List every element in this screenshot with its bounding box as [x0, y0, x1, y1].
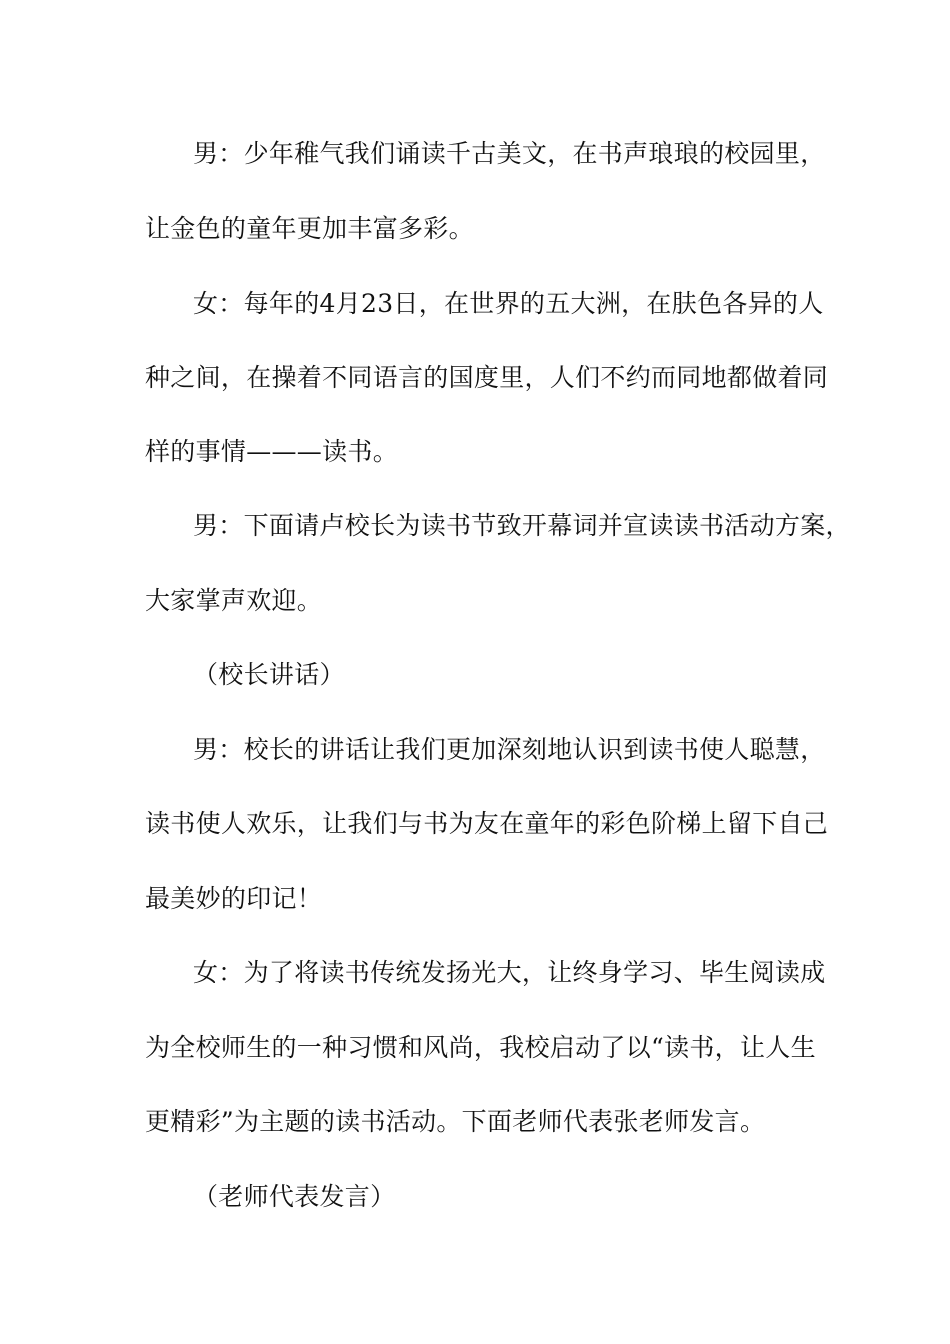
text-line: 男：少年稚气我们诵读千古美文，在书声琅琅的校园里，: [193, 139, 826, 168]
text-line: 男：下面请卢校长为读书节致开幕词并宣读读书活动方案，: [193, 511, 851, 540]
text-line: 为全校师生的一种习惯和风尚，我校启动了以“读书，让人生: [145, 1033, 816, 1062]
text-line: 样的事情———读书。: [145, 437, 399, 466]
text-line: 读书使人欢乐，让我们与书为友在童年的彩色阶梯上留下自己: [145, 809, 829, 838]
text-line: 最美妙的印记！: [145, 884, 323, 913]
text-line: （校长讲话）: [193, 660, 345, 689]
text-line: 更精彩”为主题的读书活动。下面老师代表张老师发言。: [145, 1107, 766, 1136]
text-line: 女：为了将读书传统发扬光大，让终身学习、毕生阅读成: [193, 958, 826, 987]
text-line: 种之间，在操着不同语言的国度里，人们不约而同地都做着同: [145, 363, 829, 392]
text-line: 大家掌声欢迎。: [145, 586, 323, 615]
text-line: 女：每年的4月23日，在世界的五大洲，在肤色各异的人: [193, 289, 824, 318]
text-line: （老师代表发言）: [193, 1182, 396, 1211]
text-line: 让金色的童年更加丰富多彩。: [145, 214, 474, 243]
text-line: 男：校长的讲话让我们更加深刻地认识到读书使人聪慧，: [193, 735, 826, 764]
